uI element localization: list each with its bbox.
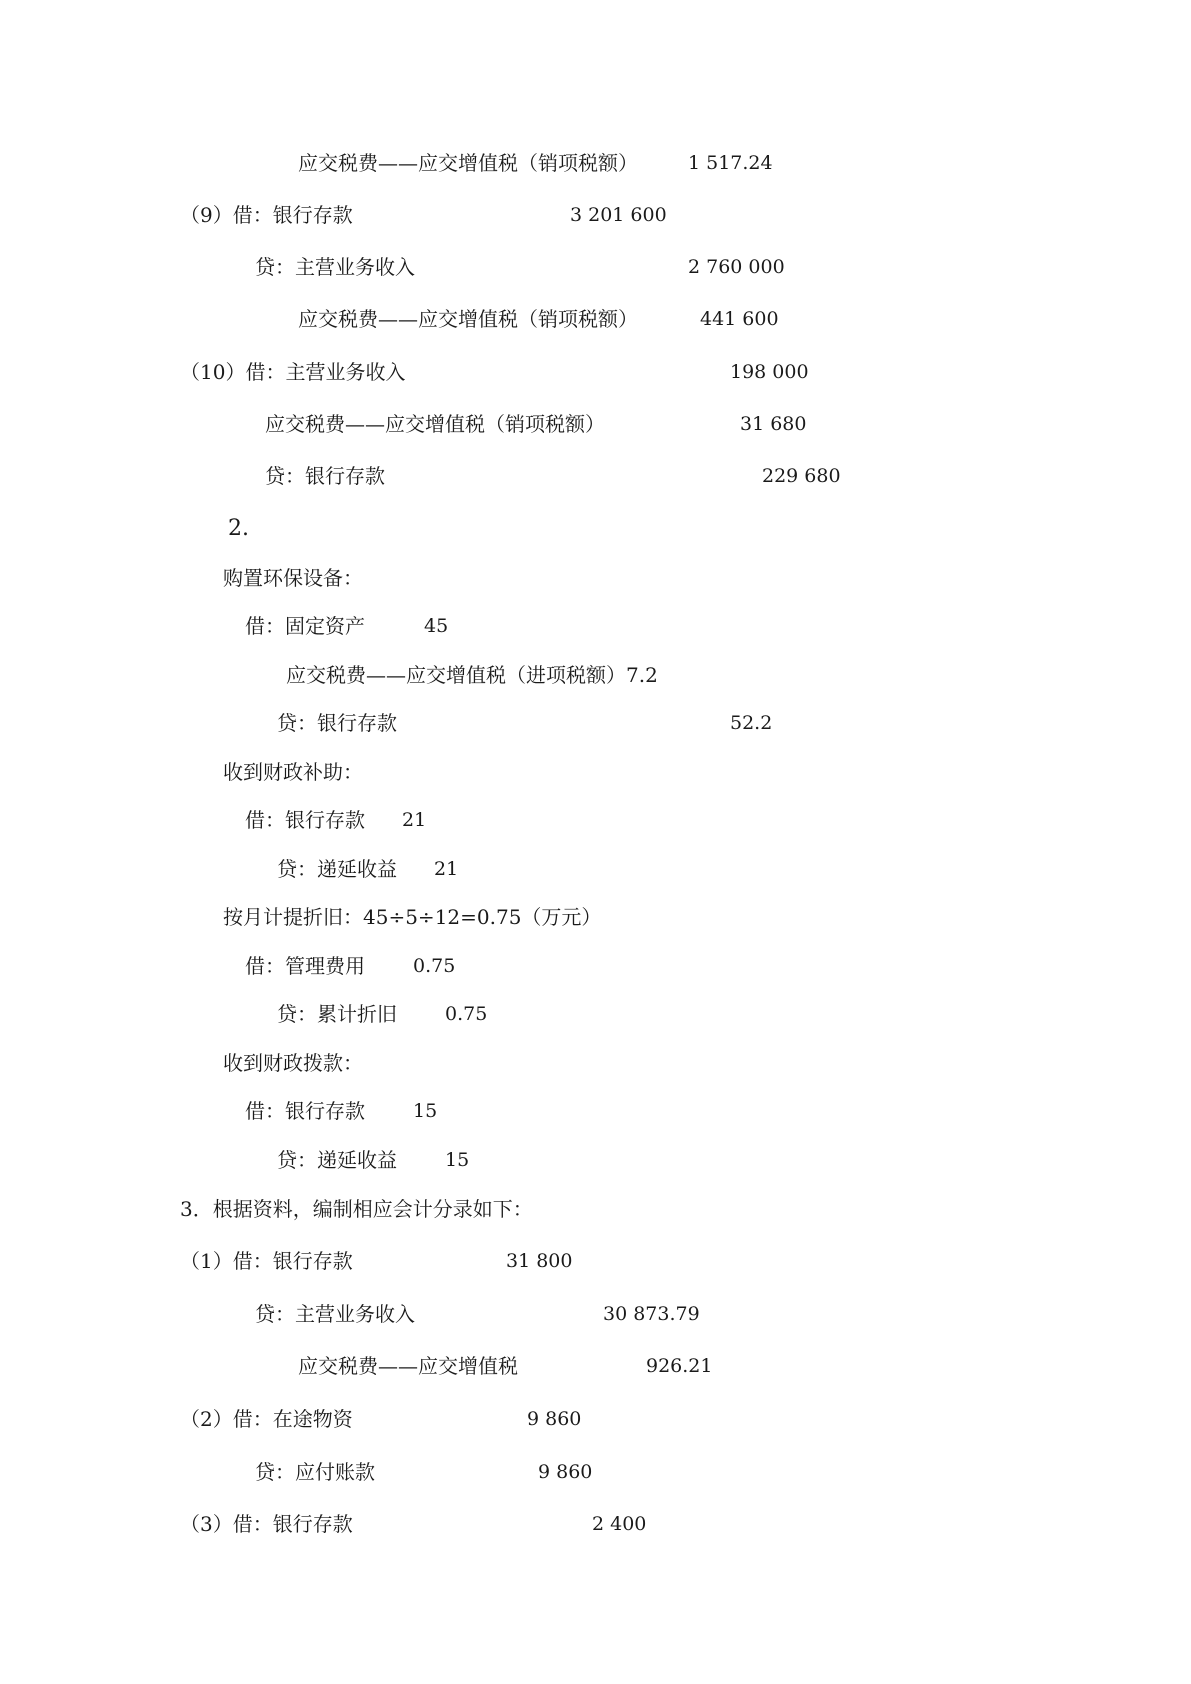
entry-amount: 9 860 [538,1461,593,1483]
entry-text: 贷：应付账款 [255,1460,375,1484]
entry-text: （1）借：银行存款 [180,1249,353,1273]
entry-amount: 198 000 [730,361,809,383]
entry-text: 贷：主营业务收入 [255,255,415,279]
entry-text: （3）借：银行存款 [180,1512,353,1536]
entry-amount: 30 873.79 [603,1303,700,1325]
entry-amount: 52.2 [730,712,773,734]
section-heading: 收到财政补助： [223,760,363,784]
section-heading: 3．根据资料，编制相应会计分录如下： [180,1197,533,1221]
entry-text: 借：银行存款 [245,1099,365,1123]
entry-text: 应交税费——应交增值税（销项税额） [265,412,605,436]
entry-amount: 21 [402,809,427,831]
entry-amount: 229 680 [762,465,841,487]
entry-text: 贷：银行存款 [277,711,397,735]
entry-text: （2）借：在途物资 [180,1407,353,1431]
entry-amount: 2 400 [592,1513,647,1535]
entry-amount: 15 [413,1100,438,1122]
entry-amount: 441 600 [700,308,779,330]
entry-amount: 0.75 [413,955,456,977]
entry-amount: 31 680 [740,413,807,435]
entry-text: 贷：递延收益 [277,1148,397,1172]
entry-text: 贷：累计折旧 [277,1002,397,1026]
entry-amount: 15 [445,1149,470,1171]
entry-text: （9）借：银行存款 [180,203,353,227]
entry-amount: 2 760 000 [688,256,785,278]
section-heading: 按月计提折旧：45÷5÷12=0.75（万元） [223,905,602,929]
entry-amount: 9 860 [527,1408,582,1430]
entry-amount: 21 [434,858,459,880]
entry-amount: 45 [424,615,449,637]
entry-text: 借：管理费用 [245,954,365,978]
entry-text: 借：固定资产 [245,614,365,638]
entry-text: 应交税费——应交增值税（销项税额） [298,151,638,175]
entry-amount: 3 201 600 [570,204,667,226]
entry-amount: 31 800 [506,1250,573,1272]
entry-text: 贷：主营业务收入 [255,1302,415,1326]
entry-text: 应交税费——应交增值税（进项税额）7.2 [286,663,658,687]
entry-text: （10）借：主营业务收入 [180,360,406,384]
entry-text: 应交税费——应交增值税（销项税额） [298,307,638,331]
entry-amount: 0.75 [445,1003,488,1025]
entry-amount: 926.21 [646,1355,713,1377]
entry-text: 贷：递延收益 [277,857,397,881]
entry-text: 借：银行存款 [245,808,365,832]
section-number: 2. [228,516,249,541]
entry-amount: 1 517.24 [688,152,773,174]
entry-text: 应交税费——应交增值税 [298,1354,518,1378]
entry-text: 贷：银行存款 [265,464,385,488]
section-heading: 购置环保设备： [223,566,363,590]
section-heading: 收到财政拨款： [223,1051,363,1075]
